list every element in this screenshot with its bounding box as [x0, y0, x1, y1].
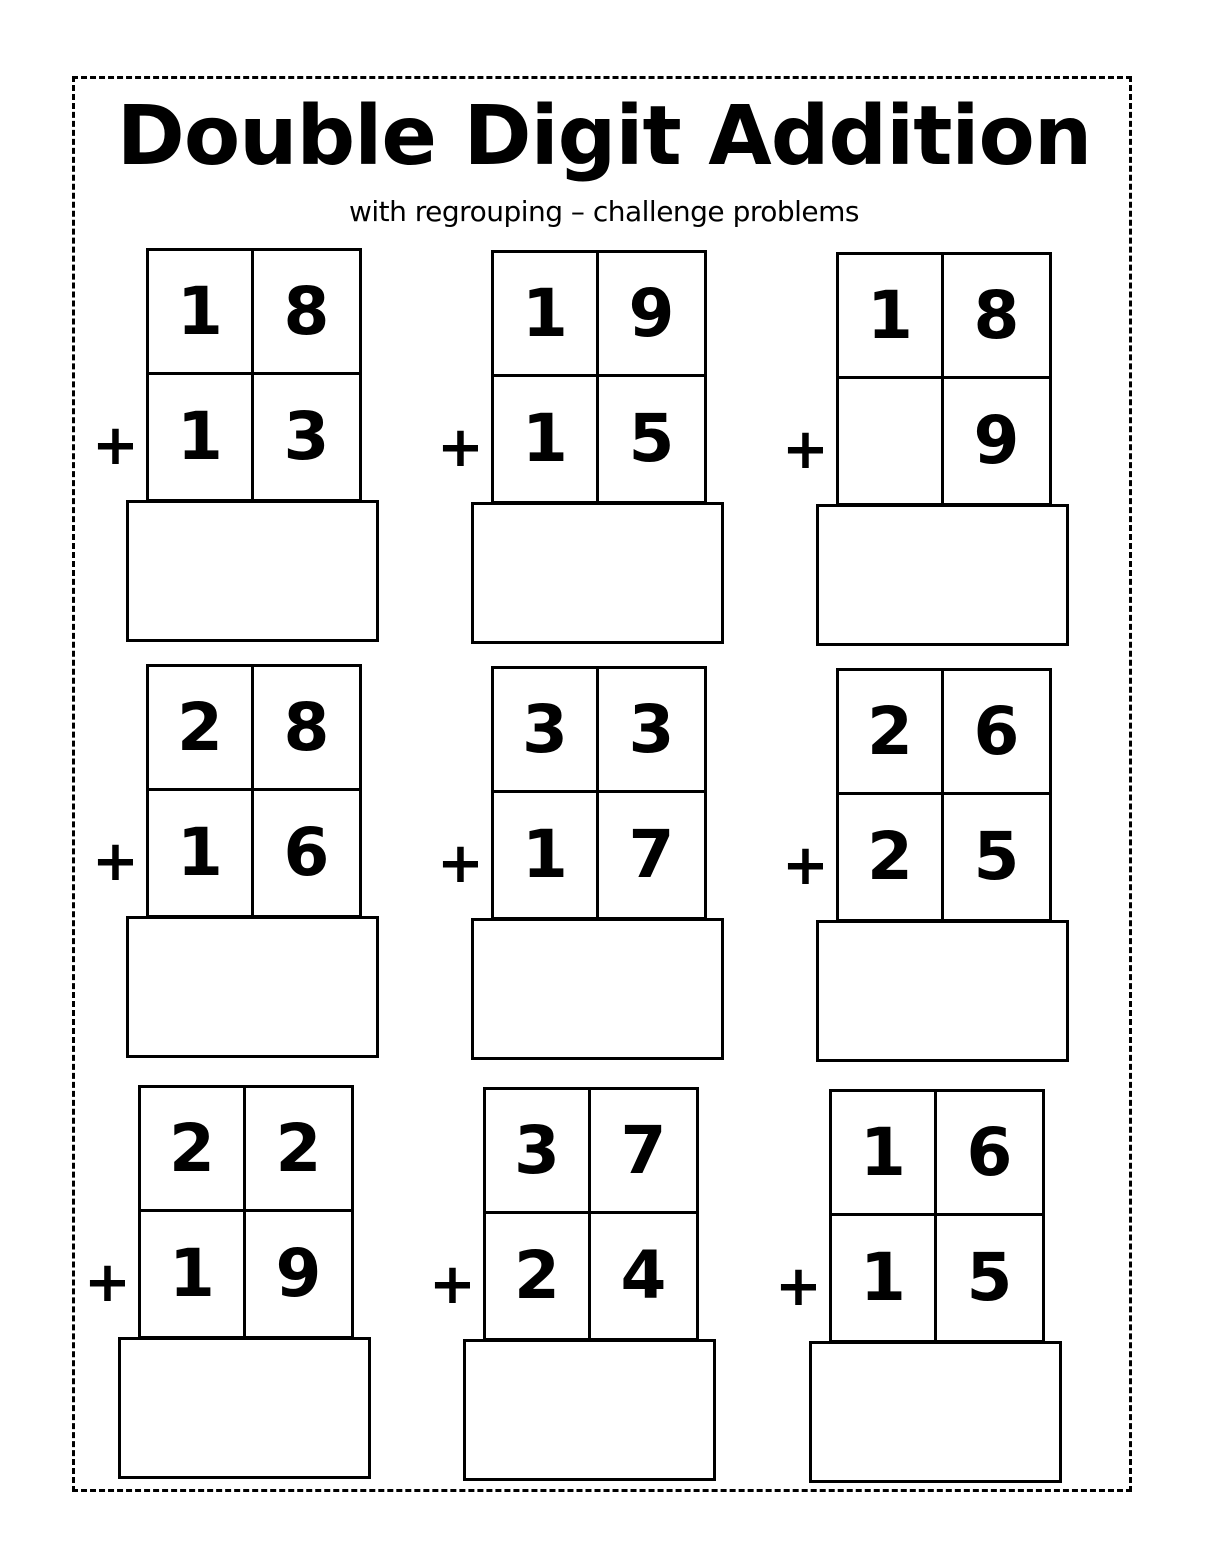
top-tens-digit: 2 [839, 671, 944, 795]
top-ones-digit: 7 [591, 1090, 696, 1214]
top-ones-digit: 6 [937, 1092, 1042, 1216]
plus-sign: + [782, 833, 829, 898]
top-ones-digit: 6 [944, 671, 1049, 795]
problem-4 [92, 664, 386, 1064]
bottom-tens-digit: 2 [486, 1214, 591, 1338]
bottom-ones-digit: 4 [620, 1237, 667, 1314]
digit-grid [483, 1087, 699, 1341]
digit-grid [491, 666, 707, 920]
problem-2 [437, 250, 731, 650]
answer-box[interactable] [816, 504, 1069, 646]
bottom-ones-digit: 9 [275, 1235, 322, 1312]
top-ones-digit: 8 [254, 251, 359, 375]
bottom-tens-digit [839, 379, 944, 503]
top-ones-digit: 8 [254, 667, 359, 791]
bottom-ones-digit: 9 [973, 402, 1020, 479]
problem-8 [429, 1087, 723, 1487]
answer-box[interactable] [471, 918, 724, 1060]
bottom-tens-digit: 2 [839, 795, 944, 919]
answer-box[interactable] [816, 920, 1069, 1062]
top-tens-digit: 1 [839, 255, 944, 379]
problem-9 [775, 1089, 1069, 1489]
digit-grid [138, 1085, 354, 1339]
plus-sign: + [92, 413, 139, 478]
plus-sign: + [437, 831, 484, 896]
plus-sign: + [437, 415, 484, 480]
plus-sign: + [782, 417, 829, 482]
bottom-tens-digit: 1 [494, 377, 599, 501]
top-tens-digit: 1 [494, 253, 599, 377]
digit-grid [836, 668, 1052, 922]
digit-grid [829, 1089, 1045, 1343]
top-tens-digit: 2 [149, 667, 254, 791]
plus-sign: + [775, 1254, 822, 1319]
top-tens-digit: 2 [141, 1088, 246, 1212]
answer-box[interactable] [126, 916, 379, 1058]
top-tens-digit: 1 [832, 1092, 937, 1216]
bottom-tens-digit: 1 [141, 1212, 246, 1336]
answer-box[interactable] [809, 1341, 1062, 1483]
top-tens-digit: 3 [486, 1090, 591, 1214]
bottom-ones-digit: 7 [628, 816, 675, 893]
top-tens-digit: 1 [149, 251, 254, 375]
top-ones-digit: 3 [599, 669, 704, 793]
plus-sign: + [84, 1250, 131, 1315]
digit-grid [836, 252, 1052, 506]
answer-box[interactable] [471, 502, 724, 644]
plus-sign: + [429, 1252, 476, 1317]
problem-7 [84, 1085, 378, 1485]
problem-1 [92, 248, 386, 648]
answer-box[interactable] [126, 500, 379, 642]
bottom-ones-digit: 5 [628, 400, 675, 477]
digit-grid [491, 250, 707, 504]
digit-grid [146, 248, 362, 502]
digit-grid [146, 664, 362, 918]
top-tens-digit: 3 [494, 669, 599, 793]
bottom-ones-digit: 5 [966, 1239, 1013, 1316]
worksheet-title: Double Digit Addition [116, 89, 1092, 184]
problem-3 [782, 252, 1076, 652]
plus-sign: + [92, 829, 139, 894]
top-ones-digit: 8 [944, 255, 1049, 379]
bottom-tens-digit: 1 [832, 1216, 937, 1340]
problem-6 [782, 668, 1076, 1068]
bottom-ones-digit: 5 [973, 818, 1020, 895]
bottom-tens-digit: 1 [494, 793, 599, 917]
problem-5 [437, 666, 731, 1066]
bottom-ones-digit: 3 [283, 398, 330, 475]
bottom-tens-digit: 1 [149, 791, 254, 915]
top-ones-digit: 2 [246, 1088, 351, 1212]
answer-box[interactable] [463, 1339, 716, 1481]
bottom-tens-digit: 1 [149, 375, 254, 499]
bottom-ones-digit: 6 [283, 814, 330, 891]
answer-box[interactable] [118, 1337, 371, 1479]
worksheet-subtitle: with regrouping – challenge problems [348, 195, 860, 228]
top-ones-digit: 9 [599, 253, 704, 377]
